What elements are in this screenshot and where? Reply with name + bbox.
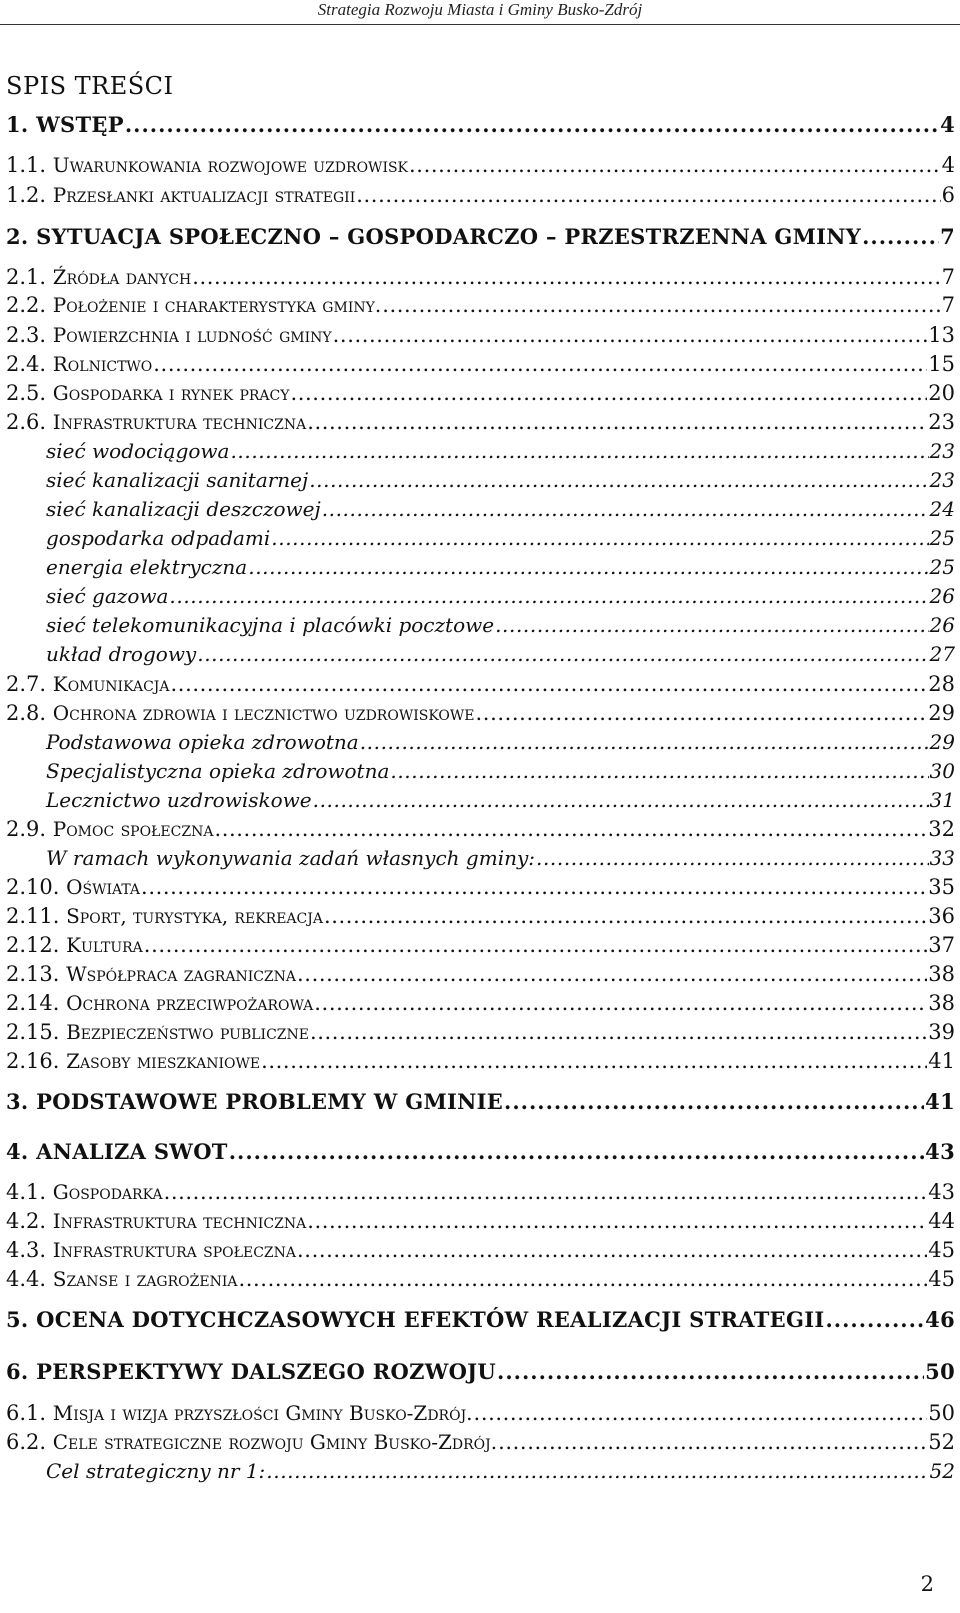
- toc-entry-number: 4.2.: [6, 1209, 53, 1233]
- toc-entry-page: 29: [928, 701, 955, 725]
- toc-entry[interactable]: [6, 290, 955, 320]
- toc-entry-page: 50: [925, 1359, 955, 1384]
- toc-entry-title: Cele strategiczne rozwoju Gminy Busko-Zdrój.: [52, 1430, 498, 1454]
- toc-entry-number: 2.1.: [6, 265, 53, 289]
- toc-entry[interactable]: [6, 639, 955, 669]
- toc-entry[interactable]: [6, 930, 955, 960]
- toc-entry-number: 2.2.: [6, 293, 53, 317]
- toc-dot-leader: [324, 901, 927, 931]
- toc-entry-title: sieć gazowa: [46, 584, 169, 608]
- toc-entry-page: 31: [929, 788, 955, 812]
- toc-entry-page: 52: [928, 1430, 955, 1454]
- toc-dot-leader: [229, 1137, 924, 1167]
- toc-entry[interactable]: [6, 698, 955, 728]
- toc-entry-title: sieć wodociągowa: [46, 439, 230, 463]
- header-rule: [0, 24, 960, 25]
- toc-entry[interactable]: [6, 1087, 955, 1117]
- toc-entry-title: gospodarka odpadami: [46, 526, 271, 550]
- toc-entry[interactable]: [6, 1137, 955, 1167]
- toc-entry-page: 35: [928, 875, 955, 899]
- toc-entry-page: 33: [929, 846, 955, 870]
- toc-entry-number: 2.: [6, 224, 37, 249]
- toc-dot-leader: [297, 959, 927, 989]
- toc-entry-page: 39: [928, 1020, 955, 1044]
- toc-entry[interactable]: [6, 814, 955, 844]
- toc-dot-leader: [297, 1235, 927, 1265]
- toc-entry-number: 2.3.: [6, 323, 53, 347]
- toc-dot-leader: [497, 1357, 924, 1387]
- toc-entry-title: sieć kanalizacji deszczowej: [46, 497, 321, 521]
- toc-entry-title: Zasoby mieszkaniowe: [66, 1049, 261, 1073]
- toc-dot-leader: [261, 1046, 927, 1076]
- toc-dot-leader: [271, 523, 928, 553]
- toc-entry-title: sieć kanalizacji sanitarnej: [46, 468, 309, 492]
- toc-entry-number: 6.: [6, 1359, 37, 1384]
- toc-entry-page: 7: [940, 224, 955, 249]
- toc-dot-leader: [382, 290, 940, 320]
- toc-entry[interactable]: [6, 1456, 955, 1486]
- toc-dot-leader: [825, 1305, 924, 1335]
- toc-dot-leader: [290, 378, 927, 408]
- toc-entry-page: 24: [929, 497, 955, 521]
- toc-entry-page: 7: [941, 265, 955, 289]
- toc-entry-page: 38: [928, 991, 955, 1015]
- toc-entry-title: Przesłanki aktualizacji strategii: [52, 183, 356, 207]
- toc-entry-number: 2.7.: [6, 672, 53, 696]
- toc-entry-page: 25: [929, 526, 955, 550]
- toc-entry[interactable]: [6, 669, 955, 699]
- toc-dot-leader: [495, 610, 928, 640]
- toc-heading: SPIS TREŚCI: [6, 72, 174, 100]
- toc-entry[interactable]: [6, 727, 955, 757]
- toc-entry-number: 2.10.: [6, 875, 67, 899]
- toc-entry-page: 41: [928, 1049, 955, 1073]
- toc-entry-title: energia elektryczna: [46, 555, 248, 579]
- toc-entry-number: 3.: [6, 1089, 37, 1114]
- toc-entry-page: 4: [940, 112, 955, 137]
- toc-entry-page: 30: [929, 759, 955, 783]
- toc-dot-leader: [474, 1398, 928, 1428]
- toc-entry[interactable]: [6, 843, 955, 873]
- toc-entry[interactable]: [6, 610, 955, 640]
- toc-entry[interactable]: [6, 180, 955, 210]
- toc-entry-title: Komunikacja: [52, 672, 170, 696]
- toc-dot-leader: [322, 494, 929, 524]
- toc-entry-title: Gospodarka i rynek pracy: [52, 381, 290, 405]
- toc-entry-title: ANALIZA SWOT: [36, 1139, 228, 1164]
- toc-dot-leader: [307, 407, 927, 437]
- toc-dot-leader: [536, 843, 929, 873]
- toc-entry-number: 6.1.: [6, 1401, 53, 1425]
- toc-entry-title: Ochrona przeciwpożarowa: [66, 991, 314, 1015]
- toc-entry[interactable]: [6, 552, 955, 582]
- toc-entry-page: 28: [928, 672, 955, 696]
- toc-dot-leader: [313, 785, 929, 815]
- toc-entry-title: Podstawowa opieka zdrowotna: [46, 730, 359, 754]
- toc-entry-title: Infrastruktura techniczna: [52, 1209, 307, 1233]
- toc-entry-page: 36: [928, 904, 955, 928]
- toc-dot-leader: [153, 349, 927, 379]
- toc-entry-page: 15: [928, 352, 955, 376]
- toc-entry[interactable]: [6, 1206, 955, 1236]
- toc-entry-page: 45: [928, 1238, 955, 1262]
- toc-dot-leader: [192, 262, 940, 292]
- toc-entry[interactable]: [6, 1177, 955, 1207]
- toc-entry-title: Pomoc społeczna: [52, 817, 214, 841]
- toc-entry[interactable]: [6, 1235, 955, 1265]
- toc-entry[interactable]: [6, 872, 955, 902]
- toc-entry-title: Rolnictwo: [52, 352, 153, 376]
- toc-entry-page: 4: [941, 153, 955, 177]
- toc-entry-number: 5.: [6, 1307, 37, 1332]
- toc-entry-title: Bezpieczeństwo publiczne: [66, 1020, 309, 1044]
- toc-entry-page: 27: [929, 642, 955, 666]
- toc-entry-title: Kultura: [66, 933, 143, 957]
- toc-dot-leader: [356, 180, 940, 210]
- toc-dot-leader: [266, 1456, 928, 1486]
- toc-entry-title: Gospodarka: [52, 1180, 163, 1204]
- toc-entry-title: sieć telekomunikacyjna i placówki pocztowe: [46, 613, 495, 637]
- toc-entry-title: układ drogowy: [46, 642, 197, 666]
- toc-entry-title: Cel strategiczny nr 1:: [46, 1459, 266, 1483]
- toc-entry-page: 38: [928, 962, 955, 986]
- toc-entry-number: 4.1.: [6, 1180, 53, 1204]
- toc-dot-leader: [197, 639, 928, 669]
- toc-entry-page: 43: [925, 1139, 955, 1164]
- toc-entry[interactable]: [6, 988, 955, 1018]
- toc-entry-number: 6.2.: [6, 1430, 53, 1454]
- toc-entry-number: 1.: [6, 112, 37, 137]
- toc-entry[interactable]: [6, 378, 955, 408]
- toc-entry-title: Infrastruktura społeczna: [52, 1238, 297, 1262]
- toc-dot-leader: [214, 814, 927, 844]
- toc-entry-number: 2.13.: [6, 962, 67, 986]
- toc-entry-title: Źródła danych: [52, 265, 192, 289]
- toc-dot-leader: [164, 1177, 928, 1207]
- toc-entry-number: 2.6.: [6, 410, 53, 434]
- toc-entry-page: 26: [929, 584, 955, 608]
- toc-entry-number: 2.12.: [6, 933, 67, 957]
- toc-entry-page: 23: [928, 410, 955, 434]
- toc-dot-leader: [141, 872, 927, 902]
- toc-entry-title: SYTUACJA SPOŁECZNO – GOSPODARCZO – PRZESTRZENNA GMINY: [36, 224, 862, 249]
- toc-entry-title: Współpraca zagraniczna: [66, 962, 297, 986]
- toc-dot-leader: [476, 698, 928, 728]
- toc-entry-page: 37: [928, 933, 955, 957]
- toc-dot-leader: [144, 930, 927, 960]
- toc-entry-number: 2.4.: [6, 352, 53, 376]
- toc-entry[interactable]: [6, 494, 955, 524]
- toc-entry[interactable]: [6, 785, 955, 815]
- toc-entry[interactable]: [6, 1427, 955, 1457]
- toc-entry-title: Infrastruktura techniczna: [52, 410, 307, 434]
- toc-entry-title: Uwarunkowania rozwojowe uzdrowisk: [52, 153, 409, 177]
- toc-entry[interactable]: [6, 150, 955, 180]
- toc-entry-page: 13: [928, 323, 955, 347]
- toc-entry[interactable]: [6, 1264, 955, 1294]
- toc-entry[interactable]: [6, 523, 955, 553]
- toc-entry[interactable]: [6, 1305, 955, 1335]
- toc-entry-number: 1.2.: [6, 183, 53, 207]
- toc-entry-title: Specjalistyczna opieka zdrowotna: [46, 759, 390, 783]
- toc-entry-page: 52: [929, 1459, 955, 1483]
- toc-entry-page: 41: [925, 1089, 955, 1114]
- toc-entry-title: Lecznictwo uzdrowiskowe: [46, 788, 312, 812]
- toc-entry-title: Sport, turystyka, rekreacja: [66, 904, 323, 928]
- toc-entry-title: Oświata: [66, 875, 141, 899]
- toc-entry-number: 4.: [6, 1139, 37, 1164]
- toc-entry[interactable]: [6, 756, 955, 786]
- toc-entry-page: 25: [929, 555, 955, 579]
- toc-dot-leader: [360, 727, 929, 757]
- toc-entry-number: 2.11.: [6, 904, 67, 928]
- toc-entry-number: 4.4.: [6, 1267, 53, 1291]
- toc-entry-title: OCENA DOTYCHCZASOWYCH EFEKTÓW REALIZACJI STRATEGII: [36, 1307, 825, 1332]
- toc-entry-title: Położenie i charakterystyka gminy.: [52, 293, 382, 317]
- toc-entry-page: 29: [929, 730, 955, 754]
- toc-entry-number: 2.9.: [6, 817, 53, 841]
- toc-entry-page: 20: [928, 381, 955, 405]
- toc-entry[interactable]: [6, 901, 955, 931]
- toc-entry-title: Szanse i zagrożenia: [52, 1267, 238, 1291]
- toc-entry-title: W ramach wykonywania zadań własnych gminy:: [46, 846, 536, 870]
- toc-dot-leader: [125, 110, 939, 140]
- toc-entry-title: Misja i wizja przyszłości Gminy Busko-Zdrój.: [52, 1401, 473, 1425]
- toc-dot-leader: [862, 222, 939, 252]
- toc-entry-page: 45: [928, 1267, 955, 1291]
- toc-dot-leader: [409, 150, 941, 180]
- running-header: [0, 0, 960, 28]
- toc-entry-page: 23: [929, 468, 955, 492]
- toc-entry[interactable]: [6, 349, 955, 379]
- toc-entry-title: Ochrona zdrowia i lecznictwo uzdrowiskowe: [52, 701, 475, 725]
- toc-entry-number: 2.5.: [6, 381, 53, 405]
- toc-dot-leader: [171, 669, 928, 699]
- toc-dot-leader: [169, 581, 928, 611]
- toc-entry-title: PODSTAWOWE PROBLEMY W GMINIE: [36, 1089, 504, 1114]
- toc-entry[interactable]: [6, 320, 955, 350]
- toc-entry-page: 32: [928, 817, 955, 841]
- toc-entry-page: 43: [928, 1180, 955, 1204]
- toc-dot-leader: [310, 1017, 927, 1047]
- toc-dot-leader: [504, 1087, 924, 1117]
- toc-entry[interactable]: [6, 1017, 955, 1047]
- running-header-title: Strategia Rozwoju Miasta i Gminy Busko-Zdrój: [317, 0, 643, 19]
- toc-dot-leader: [230, 436, 928, 466]
- toc-entry[interactable]: [6, 581, 955, 611]
- page-number: 2: [920, 1572, 934, 1596]
- toc-entry[interactable]: [6, 110, 955, 140]
- toc-entry-page: 7: [941, 293, 955, 317]
- toc-entry-number: 2.15.: [6, 1020, 67, 1044]
- toc-entry[interactable]: [6, 436, 955, 466]
- toc-entry-number: 4.3.: [6, 1238, 53, 1262]
- toc-dot-leader: [390, 756, 928, 786]
- toc-entry[interactable]: [6, 407, 955, 437]
- toc-dot-leader: [333, 320, 928, 350]
- toc-entry-page: 46: [925, 1307, 955, 1332]
- toc-dot-leader: [309, 465, 928, 495]
- toc-dot-leader: [248, 552, 928, 582]
- toc-dot-leader: [314, 988, 927, 1018]
- toc-entry-title: WSTĘP: [36, 112, 124, 137]
- toc-dot-leader: [307, 1206, 927, 1236]
- toc-entry[interactable]: [6, 1398, 955, 1428]
- toc-entry-title: Powierzchnia i ludność gminy: [52, 323, 332, 347]
- toc-entry[interactable]: [6, 959, 955, 989]
- toc-entry-number: 1.1.: [6, 153, 53, 177]
- toc-entry-page: 6: [941, 183, 955, 207]
- toc-entry[interactable]: [6, 1357, 955, 1387]
- toc-dot-leader: [238, 1264, 927, 1294]
- toc-entry[interactable]: [6, 262, 955, 292]
- toc-entry[interactable]: [6, 1046, 955, 1076]
- toc-entry-page: 23: [929, 439, 955, 463]
- toc-entry-number: 2.16.: [6, 1049, 67, 1073]
- toc-entry-page: 50: [928, 1401, 955, 1425]
- toc-entry[interactable]: [6, 465, 955, 495]
- toc-entry-page: 44: [928, 1209, 955, 1233]
- toc-entry[interactable]: [6, 222, 955, 252]
- toc-entry-page: 26: [929, 613, 955, 637]
- toc-entry-number: 2.14.: [6, 991, 67, 1015]
- toc-entry-title: PERSPEKTYWY DALSZEGO ROZWOJU: [36, 1359, 497, 1384]
- toc-entry-number: 2.8.: [6, 701, 53, 725]
- toc-dot-leader: [498, 1427, 927, 1457]
